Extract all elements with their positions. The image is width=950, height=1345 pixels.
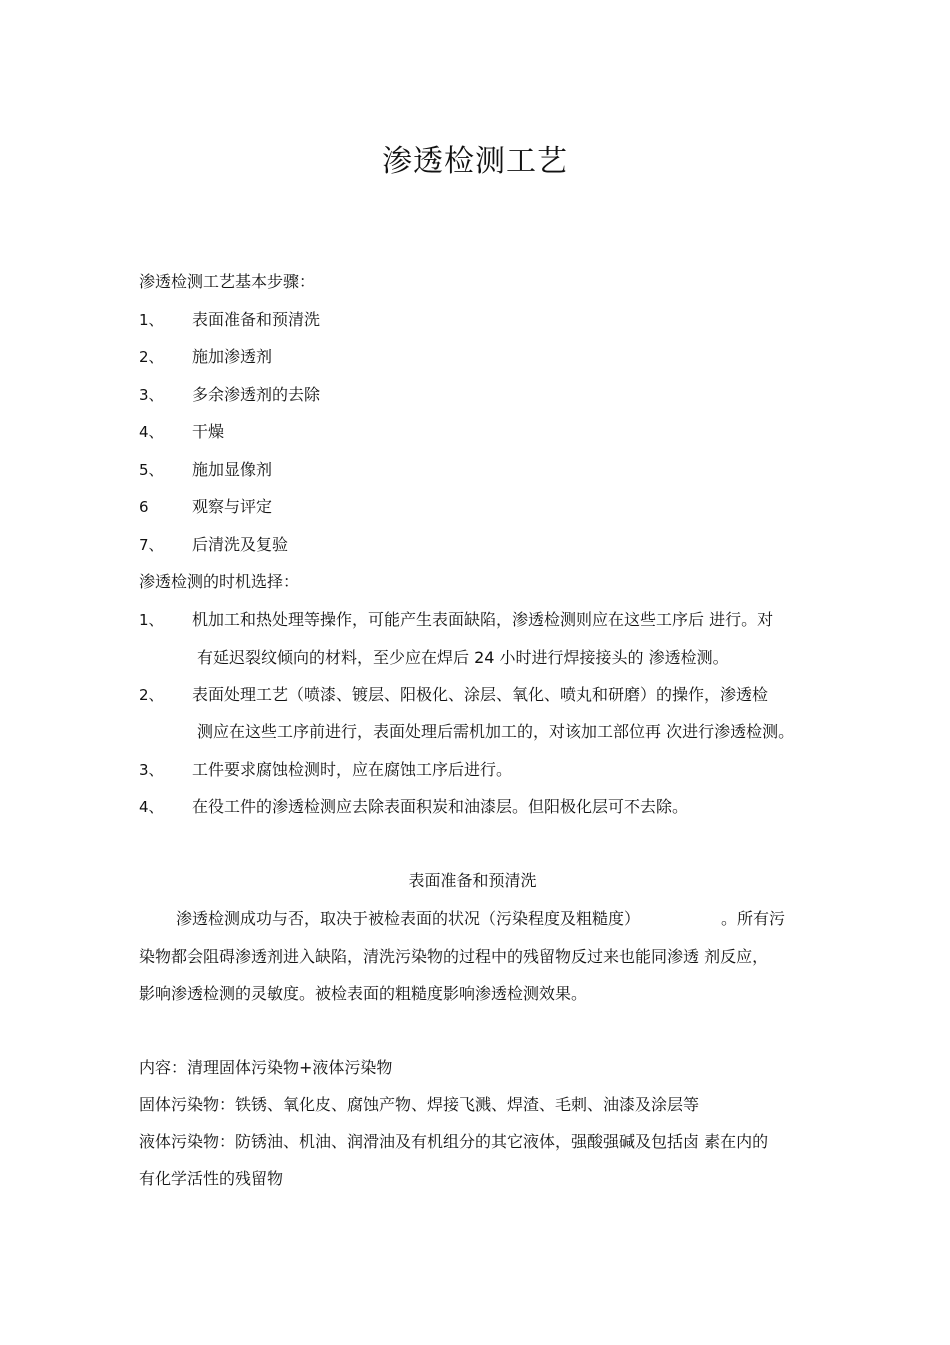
- step-number: 7、: [139, 536, 164, 554]
- step-text: 表面准备和预清洗: [192, 310, 321, 329]
- step-number: 1、: [139, 311, 164, 329]
- timing-text-line2: 有延迟裂纹倾向的材料，至少应在焊后 24 小时进行焊接接头的 渗透检测。: [197, 648, 729, 667]
- timing-number: 4、: [139, 798, 164, 816]
- step-number: 3、: [139, 386, 164, 404]
- step-text: 多余渗透剂的去除: [192, 385, 321, 404]
- step-number: 2、: [139, 348, 164, 366]
- document-title: 渗透检测工艺: [382, 144, 568, 179]
- timing-number: 3、: [139, 761, 164, 779]
- steps-heading: 渗透检测工艺基本步骤：: [139, 272, 316, 291]
- timing-text-line1: 机加工和热处理等操作，可能产生表面缺陷，渗透检测则应在这些工序后 进行。对: [192, 610, 774, 629]
- paragraph-line: 影响渗透检测的灵敏度。被检表面的粗糙度影响渗透检测效果。: [139, 984, 588, 1003]
- timing-text-line1: 工件要求腐蚀检测时，应在腐蚀工序后进行。: [192, 760, 513, 779]
- step-text: 施加显像剂: [192, 460, 273, 479]
- content-line: 内容：清理固体污染物+液体污染物: [139, 1058, 393, 1077]
- timing-text-line1: 在役工件的渗透检测应去除表面积炭和油漆层。但阳极化层可不去除。: [192, 797, 689, 816]
- paragraph-line: 染物都会阻碍渗透剂进入缺陷，清洗污染物的过程中的残留物反过来也能同渗透 剂反应，: [139, 947, 769, 966]
- step-text: 后清洗及复验: [192, 535, 289, 554]
- timing-text-line2: 测应在这些工序前进行，表面处理后需机加工的，对该加工部位再 次进行渗透检测。: [197, 722, 795, 741]
- content-line: 固体污染物：铁锈、氧化皮、腐蚀产物、焊接飞溅、焊渣、毛刺、油漆及涂层等: [139, 1095, 700, 1114]
- step-text: 施加渗透剂: [192, 347, 273, 366]
- timing-number: 1、: [139, 611, 164, 629]
- paragraph-line: 渗透检测成功与否，取决于被检表面的状况（污染程度及粗糙度）: [176, 909, 641, 928]
- step-number: 4、: [139, 423, 164, 441]
- timing-heading: 渗透检测的时机选择：: [139, 572, 300, 591]
- section-heading: 表面准备和预清洗: [408, 871, 537, 890]
- step-text: 观察与评定: [192, 497, 273, 516]
- step-number: 5、: [139, 461, 164, 479]
- step-number: 6: [139, 498, 149, 516]
- content-line: 有化学活性的残留物: [139, 1169, 284, 1188]
- timing-number: 2、: [139, 686, 164, 704]
- step-text: 干燥: [192, 422, 225, 441]
- paragraph-line: 。所有污: [721, 909, 786, 928]
- content-line: 液体污染物：防锈油、机油、润滑油及有机组分的其它液体，强酸强碱及包括卤 素在内的: [139, 1132, 769, 1151]
- timing-text-line1: 表面处理工艺（喷漆、镀层、阳极化、涂层、氧化、喷丸和研磨）的操作，渗透检: [192, 685, 769, 704]
